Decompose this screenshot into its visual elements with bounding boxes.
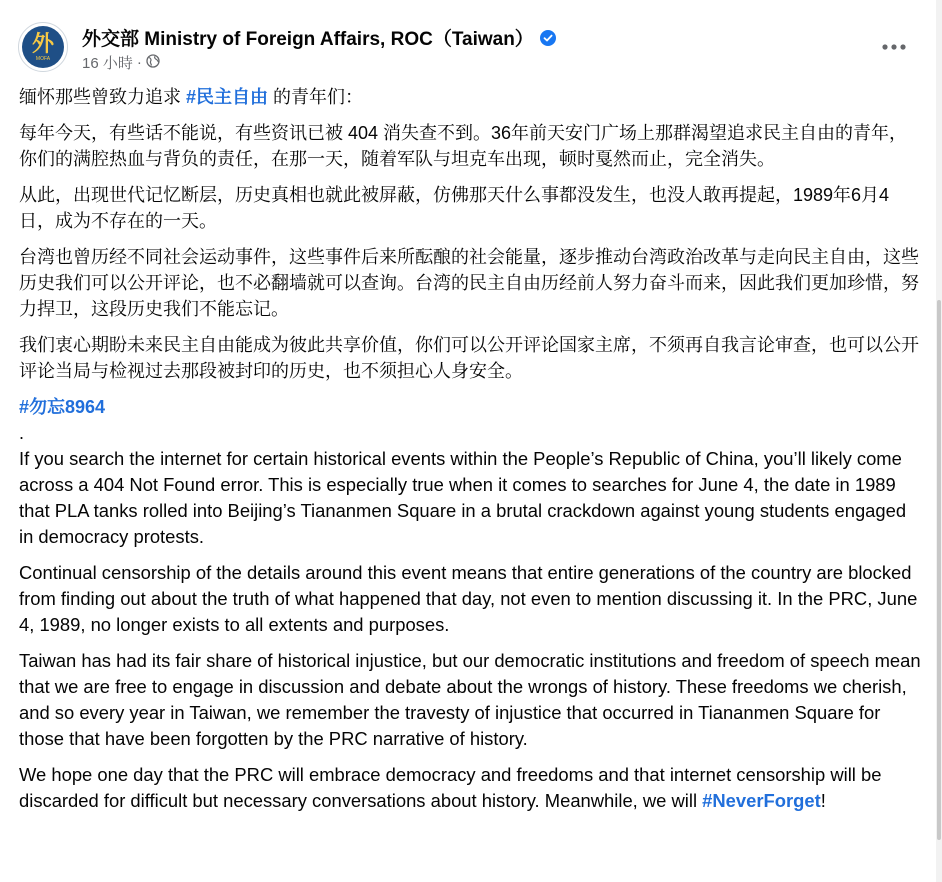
intro-after: 的青年们： [268,87,364,107]
en-paragraph: Taiwan has had its fair share of historical injustice, but our democratic institutions and freedom of speech mean that we are free to engage in discussion and debate about the wrongs of history. These freedoms we cherish, and so every year in Taiwan, we remember the travesty of injustice that occurred in Tiananmen Square for those that have been forgotten by the PRC narrative of history. [19,650,921,749]
hashtag-democracy-freedom[interactable]: #民主自由 [186,87,269,107]
post-header [18,18,922,76]
intro-before: 缅怀那些曾致力追求 [19,87,187,107]
zh-paragraph: 每年今天，有些话不能说，有些资讯已被 404 消失查不到。36年前天安门广场上那群渴望追求民主自由的青年，你们的满腔热血与背负的责任，在那一天，随着军队与坦克车出现，顿时戛然而止，完全消失。 [19,123,908,169]
more-horizontal-icon [881,43,907,51]
globe-icon[interactable] [146,54,160,72]
meta-separator: · [136,54,142,71]
dot-line: . [19,423,25,443]
zh-paragraph: 台湾也曾历经不同社会运动事件，这些事件后来所酝酿的社会能量，逐步推动台湾政治改革与走向民主自由，这些历史我们可以公开评论，也不必翻墙就可以查询。台湾的民主自由历经前人努力奋斗而来，因此我们更加珍惜，努力捍卫，这段历史我们不能忘记。 [19,247,919,319]
zh-paragraph: 从此，出现世代记忆断层，历史真相也就此被屏蔽，仿佛那天什么事都没发生，也没人敢再提起，1989年6月4日，成为不存在的一天。 [19,185,890,231]
post-body [19,84,924,824]
post-timestamp[interactable]: 16 小時 [82,55,133,72]
verified-badge-icon [540,30,556,46]
page-name[interactable] [82,24,556,51]
hashtag-line [19,394,924,420]
last-paragraph-end: ! [820,790,826,811]
scrollbar-thumb[interactable] [937,300,941,840]
avatar-glyph: 外 [31,30,54,56]
last-paragraph-text: We hope one day that the PRC will embrace democracy and freedoms and that internet censorship will be discarded for difficult but necessary conversations about history. Meanwhile, we will [19,764,882,811]
avatar[interactable] [18,22,68,72]
avatar-sub: MOFA [35,55,51,62]
en-paragraph: If you search the internet for certain historical events within the People’s Republic of China, you’ll likely come across a 404 Not Found error. This is especially true when it comes to searches for June 4, the date in 1989 that PLA tanks rolled into Beijing’s Tiananmen Square in a brutal crackdown against young students engaged in democracy protests. [19,448,907,547]
en-paragraph-last [19,762,924,814]
intro-line [19,84,924,110]
scrollbar[interactable] [936,0,942,882]
hashtag-neverforget[interactable]: #NeverForget [702,790,821,811]
post-meta [82,52,160,73]
en-paragraph: Continual censorship of the details around this event means that entire generations of the country are blocked from finding out about the truth of what happened that day, not even to mention discussing it. In the PRC, June 4, 1989, no longer exists to all extents and purposes. [19,562,918,635]
more-options-button[interactable] [876,32,912,62]
page-name-text[interactable]: 外交部 Ministry of Foreign Affairs, ROC（Taiwan） [82,29,534,50]
mofa-logo [22,26,64,68]
hashtag-8964[interactable]: #勿忘8964 [19,397,106,417]
zh-paragraph: 我们衷心期盼未来民主自由能成为彼此共享价值，你们可以公开评论国家主席，不须再自我言论审查，也可以公开评论当局与检视过去那段被封印的历史，也不须担心人身安全。 [19,335,919,381]
